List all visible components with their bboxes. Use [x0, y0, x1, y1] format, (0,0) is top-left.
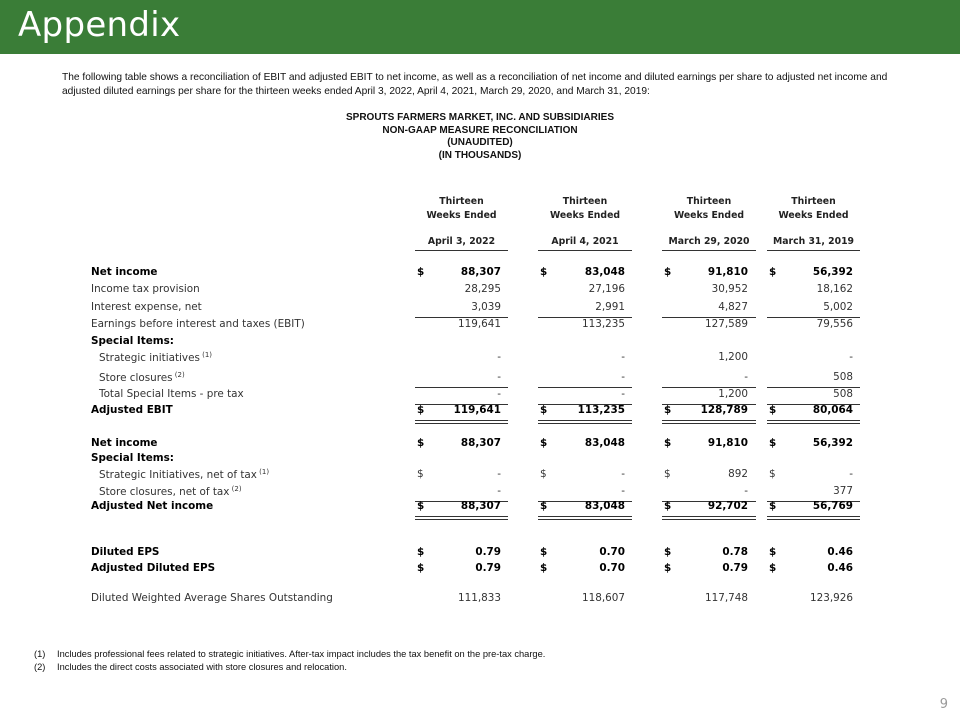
page-title: Appendix	[18, 5, 181, 45]
cell-value: 0.79	[475, 546, 501, 558]
currency-symbol: $	[417, 500, 425, 512]
footnote-ref: (1)	[199, 351, 213, 359]
row-label-text: Adjusted EBIT	[91, 404, 173, 416]
cell-value: 127,589	[705, 318, 748, 330]
cell-value: 56,769	[812, 500, 853, 512]
row-label	[91, 452, 174, 464]
column-header-4	[767, 195, 860, 223]
row-label-text: Interest expense, net	[91, 301, 202, 313]
cell-value: 88,307	[460, 437, 501, 449]
currency-symbol: $	[540, 546, 548, 558]
footnote-2-text: Includes the direct costs associated with store closures and relocation.	[57, 662, 347, 673]
table-row	[0, 546, 960, 562]
currency-symbol: $	[417, 404, 425, 416]
cell-value: 91,810	[707, 437, 748, 449]
currency-symbol: $	[664, 546, 672, 558]
intro-paragraph: The following table shows a reconciliation of EBIT and adjusted EBIT to net income, as well as a reconciliation of net income and diluted earnings per share to adjusted net income and adjusted diluted earnings per share for the thirteen weeks ended April 3, 2022, April 4, 2021, March 29, 2020, and March 31, 2019:	[62, 72, 888, 97]
table-row	[0, 301, 960, 317]
row-label-text: Diluted EPS	[91, 546, 160, 558]
total-double-rule	[662, 420, 756, 424]
total-double-rule	[538, 516, 632, 520]
column-date-1: April 3, 2022	[427, 236, 496, 247]
column-header-line2: Weeks Ended	[549, 210, 621, 221]
currency-symbol: $	[540, 500, 548, 512]
column-date-4: March 31, 2019	[772, 236, 855, 247]
cell-value: 119,641	[458, 318, 501, 330]
cell-value: 113,235	[577, 404, 625, 416]
column-header-line1: Thirteen	[791, 196, 836, 207]
cell-value: -	[849, 351, 853, 363]
row-label	[91, 318, 305, 330]
footnote-ref: (2)	[229, 485, 242, 493]
table-row	[0, 592, 960, 608]
currency-symbol: $	[664, 437, 672, 449]
cell-value: 892	[728, 468, 748, 480]
heading-subtitle: NON-GAAP MEASURE RECONCILIATION	[382, 124, 578, 136]
currency-symbol: $	[417, 562, 425, 574]
row-label	[91, 301, 202, 313]
cell-value: 113,235	[582, 318, 625, 330]
cell-value: 56,392	[812, 437, 853, 449]
table-row	[0, 266, 960, 282]
row-label-text: Special Items:	[91, 335, 174, 347]
table-row	[0, 318, 960, 334]
row-label-text: Store closures, net of tax	[99, 486, 230, 498]
cell-value: 0.79	[722, 562, 748, 574]
cell-value: 2,991	[595, 301, 625, 313]
row-label-text: Strategic Initiatives, net of tax	[99, 469, 257, 481]
row-label-text: Adjusted Net income	[91, 500, 214, 512]
table-row	[0, 351, 960, 367]
row-label-text: Store closures	[99, 372, 173, 384]
cell-value: 0.70	[599, 562, 625, 574]
table-row	[0, 562, 960, 578]
column-header-line1: Thirteen	[686, 196, 732, 207]
currency-symbol: $	[540, 404, 548, 416]
cell-value: 5,002	[823, 301, 853, 313]
cell-value: -	[744, 371, 748, 383]
row-label-text: Net income	[91, 437, 158, 449]
row-label	[91, 546, 159, 558]
table-row	[0, 468, 960, 484]
row-label	[99, 388, 244, 400]
currency-symbol: $	[664, 404, 672, 416]
row-label	[91, 335, 174, 347]
column-header-rule	[415, 250, 508, 251]
currency-symbol: $	[540, 468, 547, 480]
row-label	[99, 485, 242, 498]
total-double-rule	[538, 420, 632, 424]
column-header-line2: Weeks Ended	[426, 210, 497, 221]
table-row	[0, 371, 960, 387]
cell-value: 508	[833, 371, 853, 383]
currency-symbol: $	[769, 468, 776, 480]
cell-value: 80,064	[812, 404, 853, 416]
currency-symbol: $	[417, 266, 425, 278]
cell-value: 79,556	[816, 318, 853, 330]
currency-symbol: $	[769, 500, 777, 512]
currency-symbol: $	[769, 404, 777, 416]
table-row	[0, 283, 960, 299]
column-header-line2: Weeks Ended	[778, 210, 849, 221]
row-label-text: Total Special Items - pre tax	[99, 388, 244, 400]
cell-value: -	[497, 485, 501, 497]
row-label	[91, 500, 213, 512]
cell-value: 83,048	[584, 437, 625, 449]
table-row	[0, 500, 960, 516]
cell-value: 83,048	[584, 266, 625, 278]
row-label-text: Income tax provision	[91, 283, 200, 295]
row-label-text: Net income	[91, 266, 158, 278]
cell-value: 88,307	[460, 266, 501, 278]
cell-value: 56,392	[812, 266, 853, 278]
row-label-text: Diluted Weighted Average Shares Outstanding	[91, 592, 333, 604]
column-header-rule	[767, 250, 860, 251]
row-label-text: Adjusted Diluted EPS	[91, 562, 216, 574]
cell-value: -	[497, 468, 501, 480]
currency-symbol: $	[769, 266, 777, 278]
column-header-line2: Weeks Ended	[673, 210, 745, 221]
heading-units: (IN THOUSANDS)	[438, 149, 522, 161]
currency-symbol: $	[417, 546, 425, 558]
footnote-2	[34, 661, 545, 674]
currency-symbol: $	[664, 500, 672, 512]
footnote-1-number: (1)	[34, 649, 46, 659]
cell-value: 0.79	[475, 562, 501, 574]
footnotes	[34, 648, 545, 675]
cell-value: 0.70	[599, 546, 625, 558]
footnote-2-number: (2)	[34, 662, 46, 673]
row-label	[99, 351, 212, 364]
total-double-rule	[415, 516, 508, 520]
row-label	[99, 468, 269, 481]
cell-value: 1,200	[718, 388, 748, 400]
cell-value: -	[621, 485, 625, 497]
cell-value: 91,810	[707, 266, 748, 278]
cell-value: 123,926	[810, 592, 853, 604]
footnote-1-text: Includes professional fees related to strategic initiatives. After-tax impact includes the tax benefit on the pre-tax charge.	[57, 649, 546, 659]
table-row	[0, 485, 960, 501]
footnote-ref: (1)	[256, 468, 270, 476]
table-row	[0, 335, 960, 351]
row-label	[91, 283, 200, 295]
heading-company: SPROUTS FARMERS MARKET, INC. AND SUBSIDIARIES	[346, 112, 614, 123]
table-row	[0, 452, 960, 468]
table-row	[0, 388, 960, 404]
cell-value: 118,607	[582, 592, 625, 604]
table-row	[0, 404, 960, 420]
currency-symbol: $	[417, 437, 425, 449]
currency-symbol: $	[540, 562, 548, 574]
cell-value: 27,196	[588, 283, 625, 295]
cell-value: 508	[833, 388, 853, 400]
cell-value: 1,200	[718, 351, 748, 363]
total-double-rule	[415, 420, 508, 424]
cell-value: -	[849, 468, 853, 480]
row-label	[99, 371, 185, 384]
footnote-ref: (2)	[172, 371, 185, 379]
heading-unaudited: (UNAUDITED)	[447, 137, 513, 148]
row-label-text: Strategic initiatives	[99, 352, 200, 364]
page-number: 9	[939, 697, 948, 712]
table-row	[0, 437, 960, 453]
footnote-1	[34, 648, 545, 661]
currency-symbol: $	[540, 437, 548, 449]
column-header-rule	[662, 250, 756, 251]
row-label	[91, 266, 157, 278]
cell-value: -	[621, 351, 625, 363]
cell-value: -	[621, 388, 625, 400]
cell-value: 377	[833, 485, 853, 497]
currency-symbol: $	[769, 437, 777, 449]
cell-value: 4,827	[718, 301, 748, 313]
cell-value: 88,307	[460, 500, 501, 512]
cell-value: 92,702	[707, 500, 748, 512]
cell-value: 30,952	[711, 283, 748, 295]
cell-value: -	[621, 371, 625, 383]
row-label	[91, 404, 173, 416]
column-header-3	[662, 195, 756, 223]
cell-value: -	[497, 388, 501, 400]
row-label-text: Earnings before interest and taxes (EBIT)	[91, 318, 305, 330]
cell-value: -	[744, 485, 748, 497]
cell-value: 0.46	[827, 562, 853, 574]
cell-value: 111,833	[458, 592, 501, 604]
currency-symbol: $	[540, 266, 548, 278]
cell-value: -	[497, 371, 501, 383]
cell-value: 128,789	[700, 404, 748, 416]
currency-symbol: $	[664, 468, 671, 480]
column-header-line1: Thirteen	[562, 196, 608, 207]
currency-symbol: $	[417, 468, 424, 480]
row-label-text: Special Items:	[91, 452, 174, 464]
column-header-line1: Thirteen	[439, 196, 484, 207]
row-label	[91, 562, 215, 574]
column-header-2	[538, 195, 632, 223]
column-header-rule	[538, 250, 632, 251]
currency-symbol: $	[664, 562, 672, 574]
total-double-rule	[767, 516, 860, 520]
currency-symbol: $	[769, 546, 777, 558]
column-date-3: March 29, 2020	[668, 236, 750, 247]
currency-symbol: $	[664, 266, 672, 278]
cell-value: 83,048	[584, 500, 625, 512]
cell-value: 3,039	[471, 301, 501, 313]
column-header-1	[415, 195, 508, 223]
cell-value: 0.78	[722, 546, 748, 558]
cell-value: 28,295	[464, 283, 501, 295]
row-label	[91, 592, 333, 604]
cell-value: -	[621, 468, 625, 480]
cell-value: 0.46	[827, 546, 853, 558]
currency-symbol: $	[769, 562, 777, 574]
total-double-rule	[767, 420, 860, 424]
column-date-2: April 4, 2021	[551, 236, 619, 247]
cell-value: 117,748	[705, 592, 748, 604]
total-double-rule	[662, 516, 756, 520]
cell-value: -	[497, 351, 501, 363]
cell-value: 18,162	[816, 283, 853, 295]
row-label	[91, 437, 157, 449]
cell-value: 119,641	[453, 404, 501, 416]
